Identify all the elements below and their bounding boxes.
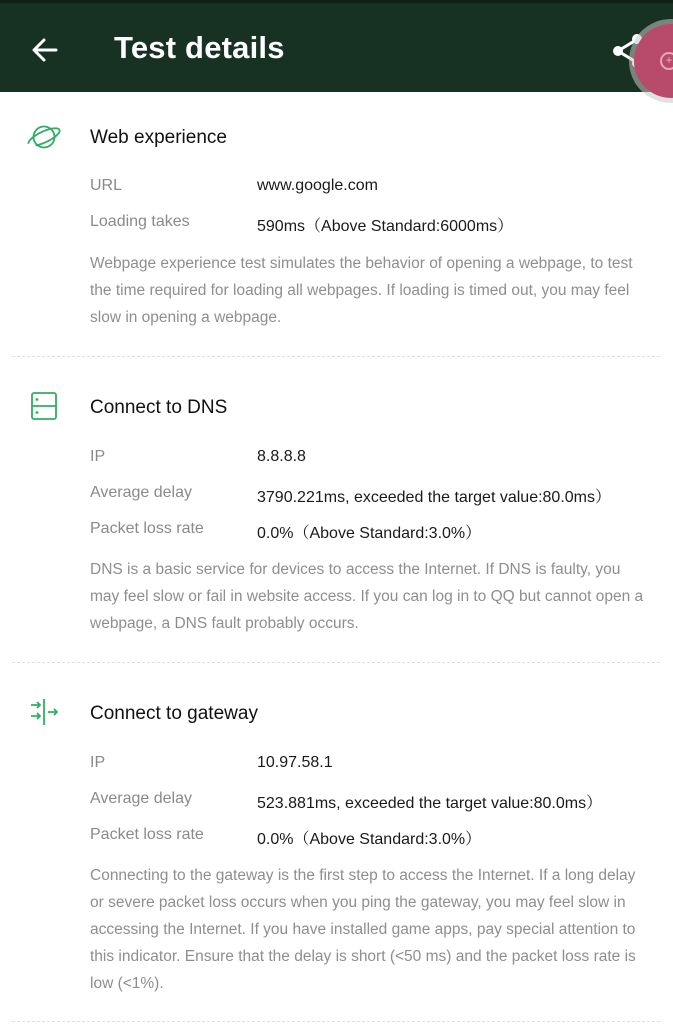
section-description: Connecting to the gateway is the first step to access the Internet. If a long delay or severe packet loss occurs when you ping the gateway, you may feel slow in accessing the Internet. If you have installed game apps, pay special attention to this indicator. Ensure that the delay is short (<50 ms) and the packet loss rate is low (<1%). (90, 867, 636, 992)
row-value: 590ms（Above Standard:6000ms） (257, 218, 514, 235)
gateway-icon (26, 694, 62, 730)
row-value: 523.881ms, exceeded the target value:80.0ms） (257, 795, 603, 812)
server-icon (26, 388, 62, 424)
row-label: Packet loss rate (90, 520, 204, 537)
planet-icon (26, 119, 62, 155)
row-value: 0.0%（Above Standard:3.0%） (257, 525, 482, 542)
section-description: Webpage experience test simulates the behavior of opening a webpage, to test the time required for loading all webpages. If loading is timed out, you may feel slow in opening a webpage. (90, 255, 633, 326)
row-value: 3790.221ms, exceeded the target value:80.0ms） (257, 489, 612, 506)
row-label: IP (90, 448, 106, 465)
section-title: Connect to gateway (90, 703, 258, 724)
arrow-left-icon (30, 35, 60, 65)
row-label: IP (90, 754, 106, 771)
row-value: www.google.com (257, 177, 378, 194)
row-value: 8.8.8.8 (257, 448, 306, 465)
row-label: Average delay (90, 484, 192, 501)
section-dns (0, 357, 673, 663)
row-value: 10.97.58.1 (257, 754, 333, 771)
divider (12, 1021, 660, 1022)
section-title: Connect to DNS (90, 397, 228, 418)
section-gateway (0, 663, 673, 1024)
section-title: Web experience (90, 127, 227, 148)
row-value: 0.0%（Above Standard:3.0%） (257, 831, 482, 848)
plus-icon: + (660, 52, 673, 70)
app-bar (0, 0, 673, 92)
row-label: Average delay (90, 790, 192, 807)
section-description: DNS is a basic service for devices to access the Internet. If DNS is faulty, you may feel slow or fail in website access. If you can log in to QQ but cannot open a webpage, a DNS fault probably occurs. (90, 561, 644, 632)
page-title: Test details (114, 30, 285, 65)
row-label: Loading takes (90, 213, 190, 230)
back-button[interactable] (28, 33, 62, 67)
row-label: Packet loss rate (90, 826, 204, 843)
section-web-experience (0, 92, 673, 357)
row-label: URL (90, 177, 123, 194)
